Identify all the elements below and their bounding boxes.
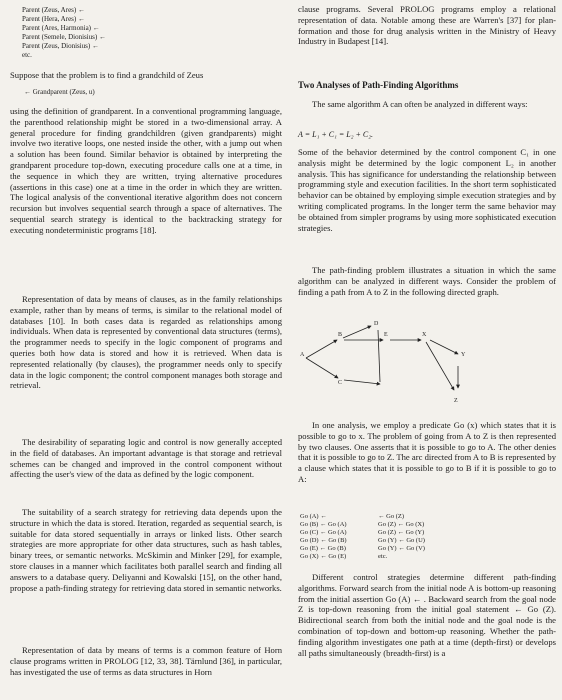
graph-node-labels xyxy=(300,321,466,404)
node-label: B xyxy=(338,332,343,338)
paragraph: The desirability of separating logic and control is now generally accepted in the field of databases. An important advantage is that storage and retrieval schemes can be changed and improved in the control component without affecting the user's view of the data as defined by the logic component. xyxy=(10,437,282,480)
paragraph: Representation of data by means of terms is a common feature of Horn clause programs written in PROLOG [12, 33, 38]. Tärnlund [36], in particular, has investigated the use of terms as data structures in Horn xyxy=(10,645,282,677)
go-clause: Go (C) ← Go (A) xyxy=(300,529,347,536)
paragraph: Suppose that the problem is to find a grandchild of Zeus xyxy=(10,70,204,80)
relation-line: etc. xyxy=(22,51,32,59)
paragraph: Different control strategies determine different path-finding algorithms. Forward search from the initial node A is bottom-up reasoning from the initial assertion Go (A) ← . Backward search from the goal node Z is top-down reasoning from the initial goal statement ← Go (Z). Bidirectional search from both the initial node and the goal node is the combination of top-down and bottom-up reasoning. Whether the path-finding algorithm investigates one path at a time (depth-first) or develops all paths simultaneously (breadth-first) is a xyxy=(298,572,556,658)
go-clause: Go (B) ← Go (A) xyxy=(300,521,347,528)
paragraph: Representation of data by means of clauses, as in the family relationships example, rather than by means of terms, is similar to the relational model of databases [10]. In both cases data is regarded as relationships among individuals. When data is represented by conventional data structures (terms), the programmer needs to specify in the logic component of programs and queries both how data is stored and how it is retrieved. When data is represented relationally (by clauses), the programmer needs only to specify data in the logic component; the control component manages both storage and retrieval. xyxy=(10,294,282,391)
paragraph: Some of the behavior determined by the control component C₁ in one analysis might be determined by the logic component L₂ in another analysis. This has significance for understanding the relationship between programming style and execution facilities. In the short term sophisticated behavior can be obtained by employing simple execution strategies and by writing complicated programs. In the longer term the same behavior may be obtained from simpler programs by using more sophisticated execution strategies. xyxy=(298,147,556,233)
go-clause: Go (D) ← Go (B) xyxy=(300,537,347,544)
paragraph: clause programs. Several PROLOG programs employ a relational representation of data. Notable among these are Warren's [37] for plan-formation and those for drug analysis written in the Ministry of Heavy Industry in Budapest [14]. xyxy=(298,4,556,47)
edge-d-c xyxy=(378,330,380,382)
go-clause: Go (X) ← Go (E) xyxy=(300,553,347,560)
paragraph: The suitability of a search strategy for retrieving data depends upon the structure in which the data is stored. Iteration, regarded as sequential search, is suitable for data stored sequentially in arrays or linked lists. Other search strategies are more appropriate for other data structures, such as hash tables, binary trees, or semantic networks. McSkimin and Minker [29], for example, store clauses in a manner which facilitates both parallel search and finding all answers to a database query. Deliyanni and Kowalski [15], on the other hand, propose a path-finding strategy for retrieving data stored in semantic networks. xyxy=(10,507,282,593)
edge-a-b xyxy=(306,340,337,358)
edge-x-y xyxy=(430,340,458,354)
edge-a-c xyxy=(306,358,338,378)
directed-graph xyxy=(298,318,556,416)
go-clause: etc. xyxy=(378,553,388,560)
edge-b-d xyxy=(343,326,371,338)
paragraph: The same algorithm A can often be analyzed in different ways: xyxy=(312,99,528,109)
paragraph: In one analysis, we employ a predicate Go (x) which states that it is possible to go to x. The problem of going from A to Z is then represented by two clauses. One asserts that it is possible to go to A. The other denies that it is possible to go to Z. The arc directed from A to B is represented by a clause which states that it is possible to go to B if it is possible to go to A: xyxy=(298,420,556,484)
go-clauses-table xyxy=(300,513,500,567)
formula: A = L₁ + C₁ = L₂ + C₂. xyxy=(298,130,374,139)
relation-line: Parent (Zeus, Ares) ← xyxy=(22,6,85,14)
edge-c-e xyxy=(344,380,380,384)
node-label: X xyxy=(422,332,427,338)
goal-statement: ← Grandparent (Zeus, u) xyxy=(24,88,95,96)
relation-line: Parent (Zeus, Dionisius) ← xyxy=(22,42,99,50)
go-clause: Go (Z) ← Go (Y) xyxy=(378,529,425,536)
graph-edges xyxy=(306,326,458,390)
node-label: A xyxy=(300,352,305,358)
relation-line: Parent (Ares, Harmonia) ← xyxy=(22,24,100,32)
go-clause: ← Go (Z) xyxy=(378,513,404,520)
parent-relations-list xyxy=(22,6,106,60)
paragraph: The path-finding problem illustrates a situation in which the same algorithm can be analyzed in different ways. Consider the problem of finding a path from A to Z in the following directed graph. xyxy=(298,265,556,297)
go-clause: Go (Z) ← Go (X) xyxy=(378,521,425,528)
paragraph: using the definition of grandparent. In a conventional programming language, the parenthood relationship might be stored in a two-dimensional array. A general procedure for finding grandchildren (given grandparents) might involve two iterative loops, one nested inside the other, with a jump out when a solution has been found. Similar behavior is obtained by interpreting the grandparent procedure top-down, executing procedure calls one at a time, in the sequence in which they are written, trying alternative procedures (assertions in this case) one at a time in the order in which they are written. The logical analysis of the conventional iterative algorithm does not concern recursion but involves sequential search through a space of alternatives. The sequential search strategy is identical to the backtracking strategy for executing nondeterministic programs [18]. xyxy=(10,106,282,235)
relation-line: Parent (Semele, Dionisius) ← xyxy=(22,33,106,41)
edge-x-z xyxy=(426,342,454,390)
node-label: D xyxy=(374,321,379,327)
section-heading: Two Analyses of Path-Finding Algorithms xyxy=(298,80,459,90)
node-label: E xyxy=(384,332,388,338)
go-clause: Go (E) ← Go (B) xyxy=(300,545,346,552)
relation-line: Parent (Hera, Ares) ← xyxy=(22,15,85,23)
go-clause: Go (Y) ← Go (V) xyxy=(378,545,425,552)
node-label: Y xyxy=(461,352,466,358)
go-clause: Go (Y) ← Go (U) xyxy=(378,537,425,544)
go-clause: Go (A) ← xyxy=(300,513,327,520)
node-label: Z xyxy=(454,398,458,404)
node-label: C xyxy=(338,380,343,386)
